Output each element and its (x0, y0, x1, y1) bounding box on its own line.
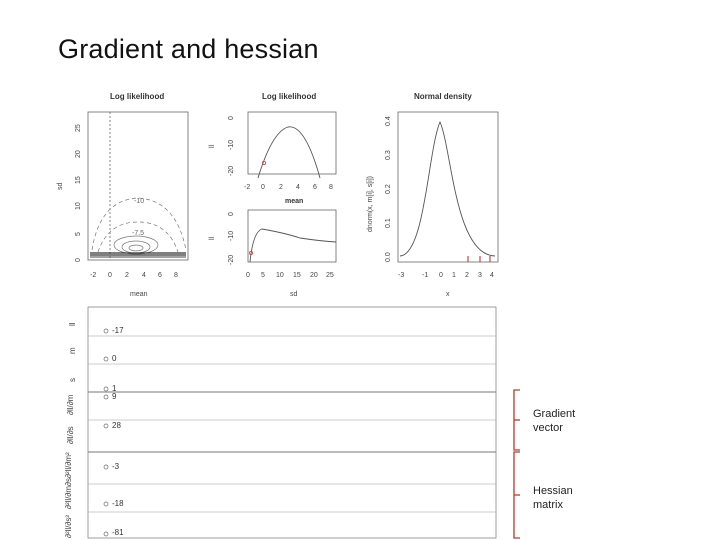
density-curve (400, 122, 495, 256)
hessian-annotation-line: matrix (533, 499, 563, 511)
y-tick-label: 0.2 (385, 184, 392, 194)
row-point (104, 465, 108, 469)
mean-profile-y-ticks (228, 116, 235, 176)
gradient-vector-annotation (533, 407, 575, 435)
trace-table (88, 307, 496, 538)
row-value-dll-dm: 9 (112, 392, 117, 401)
row-value-d2ll-dmds: -18 (112, 499, 124, 508)
x-tick-label: -1 (422, 272, 429, 279)
x-tick-label: 8 (329, 184, 333, 191)
row-point (104, 502, 108, 506)
y-tick-label: 5 (75, 232, 82, 236)
x-tick-label: 8 (174, 272, 178, 279)
x-tick-label: 2 (125, 272, 129, 279)
y-tick-label: -20 (228, 254, 235, 265)
row-value-d2ll-ds2: -81 (112, 528, 124, 537)
density-y-label: dnorm(x, m[i], s[i]) (367, 175, 374, 232)
mean-profile-frame (248, 112, 336, 174)
x-tick-label: 0 (246, 272, 250, 279)
y-tick-label: 15 (75, 176, 82, 184)
row-point (104, 424, 108, 428)
x-tick-label: 3 (478, 272, 482, 279)
x-tick-label: 1 (452, 272, 456, 279)
gradient-annotation-line: Gradient (533, 408, 576, 420)
row-point (104, 395, 108, 399)
sample-rug (468, 256, 490, 262)
y-tick-label: 0.0 (385, 252, 392, 262)
x-tick-label: 6 (313, 184, 317, 191)
row-label-d2ll-dm2: ∂²ll/∂m² (64, 452, 73, 478)
y-tick-label: 0.4 (385, 116, 392, 126)
sd-profile-plot (209, 210, 336, 298)
x-tick-label: 0 (261, 184, 265, 191)
sd-profile-y-label: ll (209, 236, 216, 240)
contour-label: -7.5 (132, 230, 145, 237)
y-tick-label: 0 (75, 258, 82, 262)
sd-profile-x-ticks (246, 272, 334, 279)
contour-y-ticks (75, 124, 82, 262)
contour-plot-title: Log likelihood (110, 92, 165, 101)
contour-y-label: sd (57, 182, 64, 190)
y-tick-label: -10 (228, 139, 235, 150)
x-tick-label: -3 (398, 272, 405, 279)
mean-profile-plot (209, 112, 336, 205)
row-point (104, 357, 108, 361)
sd-profile-curve (250, 229, 336, 262)
x-tick-label: 5 (261, 272, 265, 279)
density-plot-frame (398, 112, 498, 262)
row-label-m: m (68, 347, 77, 354)
mean-profile-title: Log likelihood (262, 92, 317, 101)
row-label-d2ll-dmds: ∂²ll/∂m∂s (64, 478, 73, 509)
density-plot (367, 112, 498, 298)
y-tick-label: -10 (228, 230, 235, 241)
contour-plot (57, 112, 188, 298)
hessian-matrix-annotation (533, 484, 573, 512)
density-x-label: x (446, 291, 450, 298)
x-tick-label: 4 (142, 272, 146, 279)
row-value-m: 0 (112, 354, 117, 363)
density-x-ticks (398, 272, 494, 279)
y-tick-label: 20 (75, 150, 82, 158)
row-label-ll: ll (68, 322, 77, 326)
x-tick-label: 2 (465, 272, 469, 279)
x-tick-label: 6 (158, 272, 162, 279)
sd-profile-y-ticks (228, 212, 235, 265)
row-point-markers (104, 329, 108, 536)
y-tick-label: 0 (228, 212, 235, 216)
row-label-dll-ds: ∂ll/∂s (66, 426, 75, 444)
density-plot-title: Normal density (414, 92, 472, 101)
y-tick-label: 10 (75, 202, 82, 210)
density-y-ticks (385, 116, 392, 262)
x-tick-label: 0 (439, 272, 443, 279)
hessian-annotation-line: Hessian (533, 485, 573, 497)
x-tick-label: -2 (244, 184, 251, 191)
y-tick-label: 0 (228, 116, 235, 120)
x-tick-label: 15 (293, 272, 301, 279)
x-tick-label: -2 (90, 272, 97, 279)
x-tick-label: 2 (279, 184, 283, 191)
mean-profile-y-label: ll (209, 144, 216, 148)
x-tick-label: 20 (310, 272, 318, 279)
annotation-brackets (514, 390, 520, 538)
row-label-s: s (68, 378, 77, 382)
y-tick-label: 25 (75, 124, 82, 132)
trace-table-frame (88, 307, 496, 538)
row-point (104, 387, 108, 391)
mean-profile-x-ticks (244, 184, 333, 191)
contour-plot-frame (88, 112, 188, 260)
y-tick-label: 0.1 (385, 218, 392, 228)
contour-line (92, 198, 186, 250)
contour-line (129, 245, 143, 251)
row-point (104, 532, 108, 536)
contour-x-ticks (90, 272, 178, 279)
mean-profile-x-label: mean (285, 198, 304, 205)
y-tick-label: -20 (228, 165, 235, 176)
row-label-dll-dm: ∂ll/∂m (66, 394, 75, 415)
x-tick-label: 25 (326, 272, 334, 279)
contour-label: -10 (134, 198, 145, 205)
contour-x-label: mean (130, 291, 148, 298)
row-point (104, 329, 108, 333)
mean-profile-curve (258, 127, 320, 178)
row-value-s: 1 (112, 384, 117, 393)
row-value-dll-ds: 28 (112, 421, 121, 430)
x-tick-label: 10 (276, 272, 284, 279)
x-tick-label: 4 (490, 272, 494, 279)
sd-profile-x-label: sd (290, 291, 298, 298)
row-value-d2ll-dm2: -3 (112, 462, 120, 471)
y-tick-label: 0.3 (385, 150, 392, 160)
row-label-d2ll-ds2: ∂²ll/∂s² (64, 514, 73, 538)
slide-title: Gradient and hessian (58, 34, 319, 64)
row-value-ll: -17 (112, 326, 124, 335)
gradient-annotation-line: vector (533, 422, 563, 434)
x-tick-label: 0 (108, 272, 112, 279)
x-tick-label: 4 (296, 184, 300, 191)
